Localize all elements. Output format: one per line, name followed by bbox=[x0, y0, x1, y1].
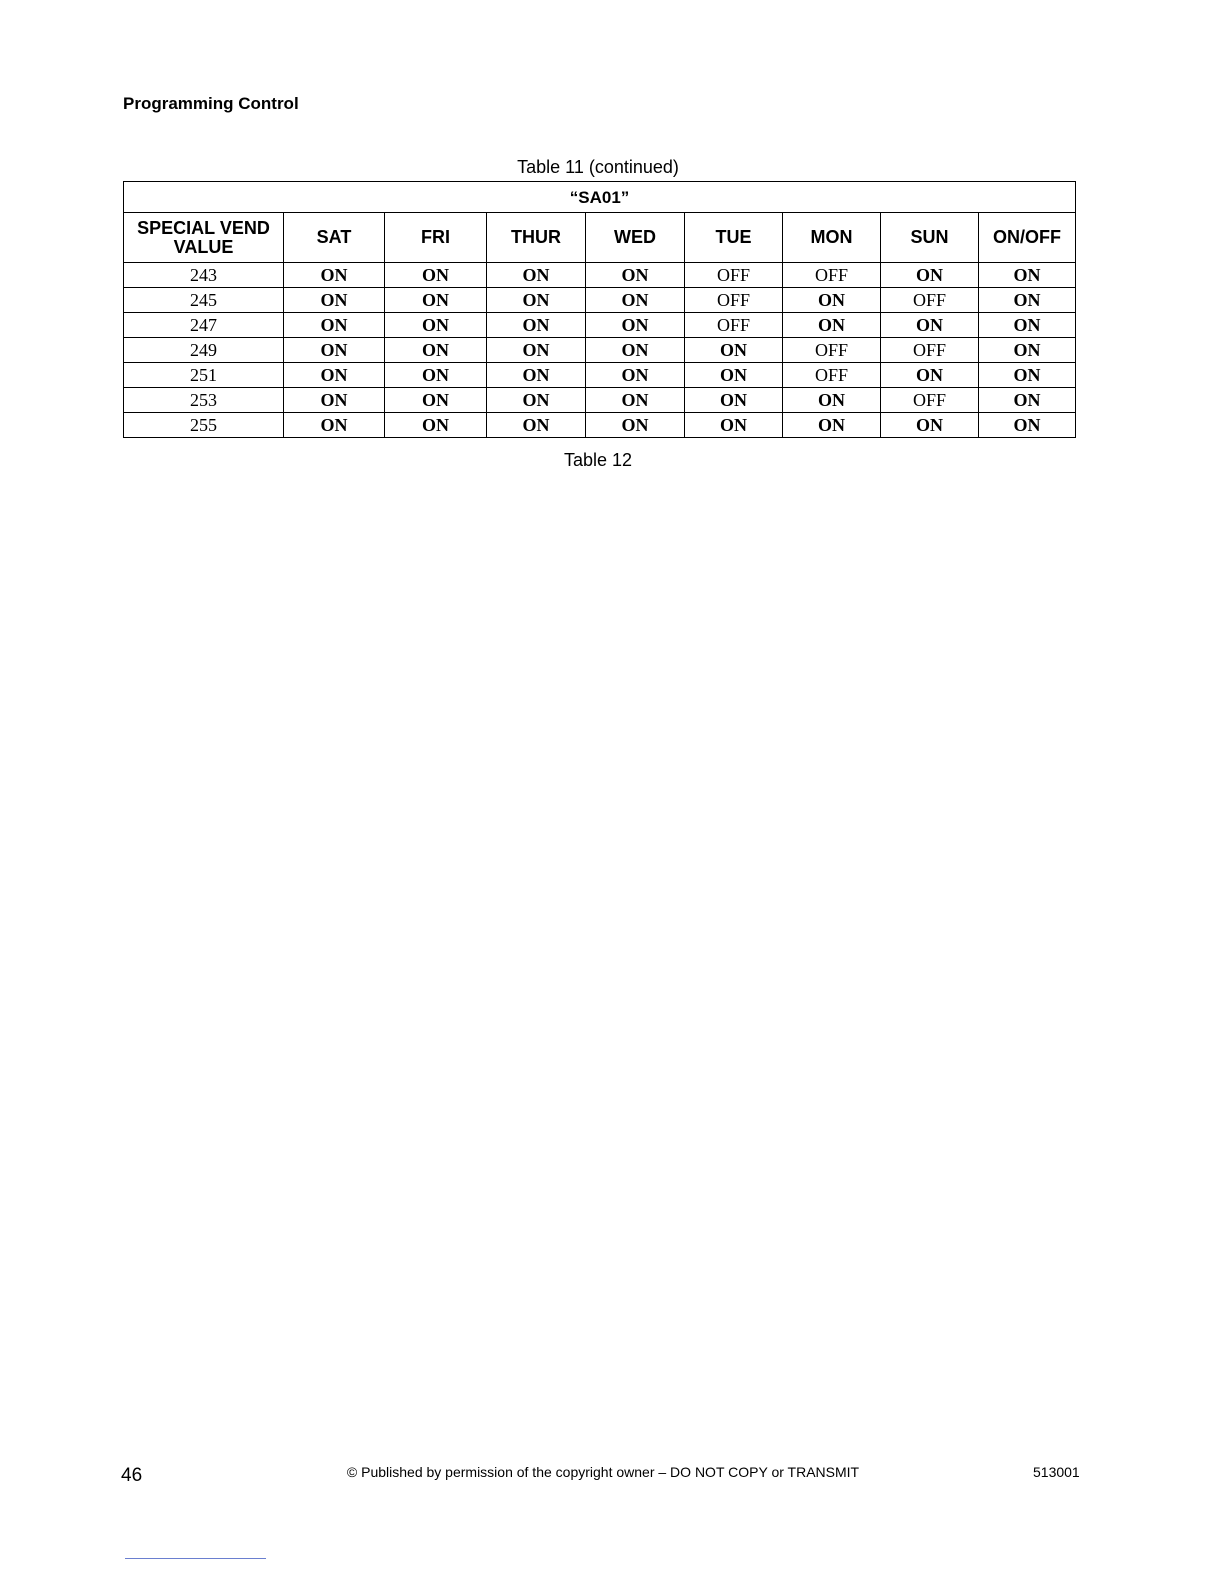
day-state-cell: ON bbox=[385, 288, 487, 313]
vend-value-cell: 251 bbox=[124, 363, 284, 388]
table-body bbox=[124, 263, 1076, 438]
day-state-cell: ON bbox=[385, 263, 487, 288]
page-number: 46 bbox=[121, 1465, 143, 1486]
footnote-rule bbox=[125, 1558, 266, 1559]
day-state-cell: ON bbox=[783, 288, 881, 313]
day-state-cell: ON bbox=[487, 388, 586, 413]
day-state-cell: ON bbox=[685, 363, 783, 388]
day-state-cell: ON bbox=[979, 338, 1076, 363]
day-state-cell: ON bbox=[586, 388, 685, 413]
column-header: MON bbox=[783, 213, 881, 263]
day-state-cell: OFF bbox=[783, 363, 881, 388]
day-state-cell: ON bbox=[783, 313, 881, 338]
day-state-cell: ON bbox=[385, 338, 487, 363]
day-state-cell: ON bbox=[284, 413, 385, 438]
day-state-cell: ON bbox=[586, 413, 685, 438]
day-state-cell: ON bbox=[685, 338, 783, 363]
day-state-cell: ON bbox=[685, 413, 783, 438]
day-state-cell: OFF bbox=[685, 263, 783, 288]
day-state-cell: ON bbox=[284, 363, 385, 388]
day-state-cell: ON bbox=[783, 413, 881, 438]
day-state-cell: OFF bbox=[783, 338, 881, 363]
day-state-cell: OFF bbox=[881, 388, 979, 413]
day-state-cell: ON bbox=[881, 413, 979, 438]
day-state-cell: ON bbox=[881, 313, 979, 338]
day-state-cell: ON bbox=[586, 363, 685, 388]
day-state-cell: ON bbox=[385, 413, 487, 438]
day-state-cell: ON bbox=[487, 338, 586, 363]
day-state-cell: OFF bbox=[685, 313, 783, 338]
document-number: 513001 bbox=[1033, 1464, 1080, 1480]
day-state-cell: ON bbox=[385, 363, 487, 388]
table-row bbox=[124, 338, 1076, 363]
day-state-cell: ON bbox=[979, 263, 1076, 288]
day-state-cell: ON bbox=[284, 338, 385, 363]
table-row bbox=[124, 363, 1076, 388]
column-header: WED bbox=[586, 213, 685, 263]
day-state-cell: ON bbox=[586, 288, 685, 313]
day-state-cell: ON bbox=[586, 313, 685, 338]
section-title: Programming Control bbox=[123, 94, 299, 113]
special-vend-table bbox=[123, 181, 1076, 438]
day-state-cell: ON bbox=[979, 388, 1076, 413]
table-caption-top: Table 11 (continued) bbox=[517, 157, 679, 177]
table-caption-bottom: Table 12 bbox=[563, 450, 633, 470]
day-state-cell: OFF bbox=[685, 288, 783, 313]
day-state-cell: ON bbox=[979, 313, 1076, 338]
day-state-cell: ON bbox=[385, 313, 487, 338]
vend-value-cell: 245 bbox=[124, 288, 284, 313]
day-state-cell: ON bbox=[385, 388, 487, 413]
day-state-cell: ON bbox=[487, 413, 586, 438]
day-state-cell: OFF bbox=[881, 338, 979, 363]
vend-value-cell: 253 bbox=[124, 388, 284, 413]
day-state-cell: ON bbox=[284, 388, 385, 413]
copyright-notice: © Published by permission of the copyright owner – DO NOT COPY or TRANSMIT bbox=[346, 1464, 860, 1480]
day-state-cell: ON bbox=[979, 288, 1076, 313]
vend-value-cell: 255 bbox=[124, 413, 284, 438]
day-state-cell: ON bbox=[685, 388, 783, 413]
table-row bbox=[124, 313, 1076, 338]
table-row bbox=[124, 413, 1076, 438]
day-state-cell: ON bbox=[284, 313, 385, 338]
day-state-cell: ON bbox=[487, 313, 586, 338]
day-state-cell: ON bbox=[881, 363, 979, 388]
column-header: TUE bbox=[685, 213, 783, 263]
column-header: FRI bbox=[385, 213, 487, 263]
table-row bbox=[124, 288, 1076, 313]
day-state-cell: ON bbox=[284, 263, 385, 288]
vend-value-cell: 243 bbox=[124, 263, 284, 288]
table-row bbox=[124, 388, 1076, 413]
day-state-cell: ON bbox=[783, 388, 881, 413]
day-state-cell: OFF bbox=[881, 288, 979, 313]
day-state-cell: ON bbox=[586, 338, 685, 363]
column-header: SUN bbox=[881, 213, 979, 263]
vend-value-cell: 249 bbox=[124, 338, 284, 363]
column-header: SPECIAL VEND VALUE bbox=[124, 213, 284, 263]
day-state-cell: ON bbox=[487, 363, 586, 388]
day-state-cell: ON bbox=[487, 288, 586, 313]
day-state-cell: ON bbox=[586, 263, 685, 288]
column-header: ON/OFF bbox=[979, 213, 1076, 263]
column-header: SAT bbox=[284, 213, 385, 263]
group-header: “SA01” bbox=[124, 182, 1076, 213]
day-state-cell: ON bbox=[487, 263, 586, 288]
vend-value-cell: 247 bbox=[124, 313, 284, 338]
day-state-cell: ON bbox=[881, 263, 979, 288]
column-header: THUR bbox=[487, 213, 586, 263]
day-state-cell: ON bbox=[284, 288, 385, 313]
day-state-cell: ON bbox=[979, 363, 1076, 388]
day-state-cell: ON bbox=[979, 413, 1076, 438]
table-row bbox=[124, 263, 1076, 288]
day-state-cell: OFF bbox=[783, 263, 881, 288]
